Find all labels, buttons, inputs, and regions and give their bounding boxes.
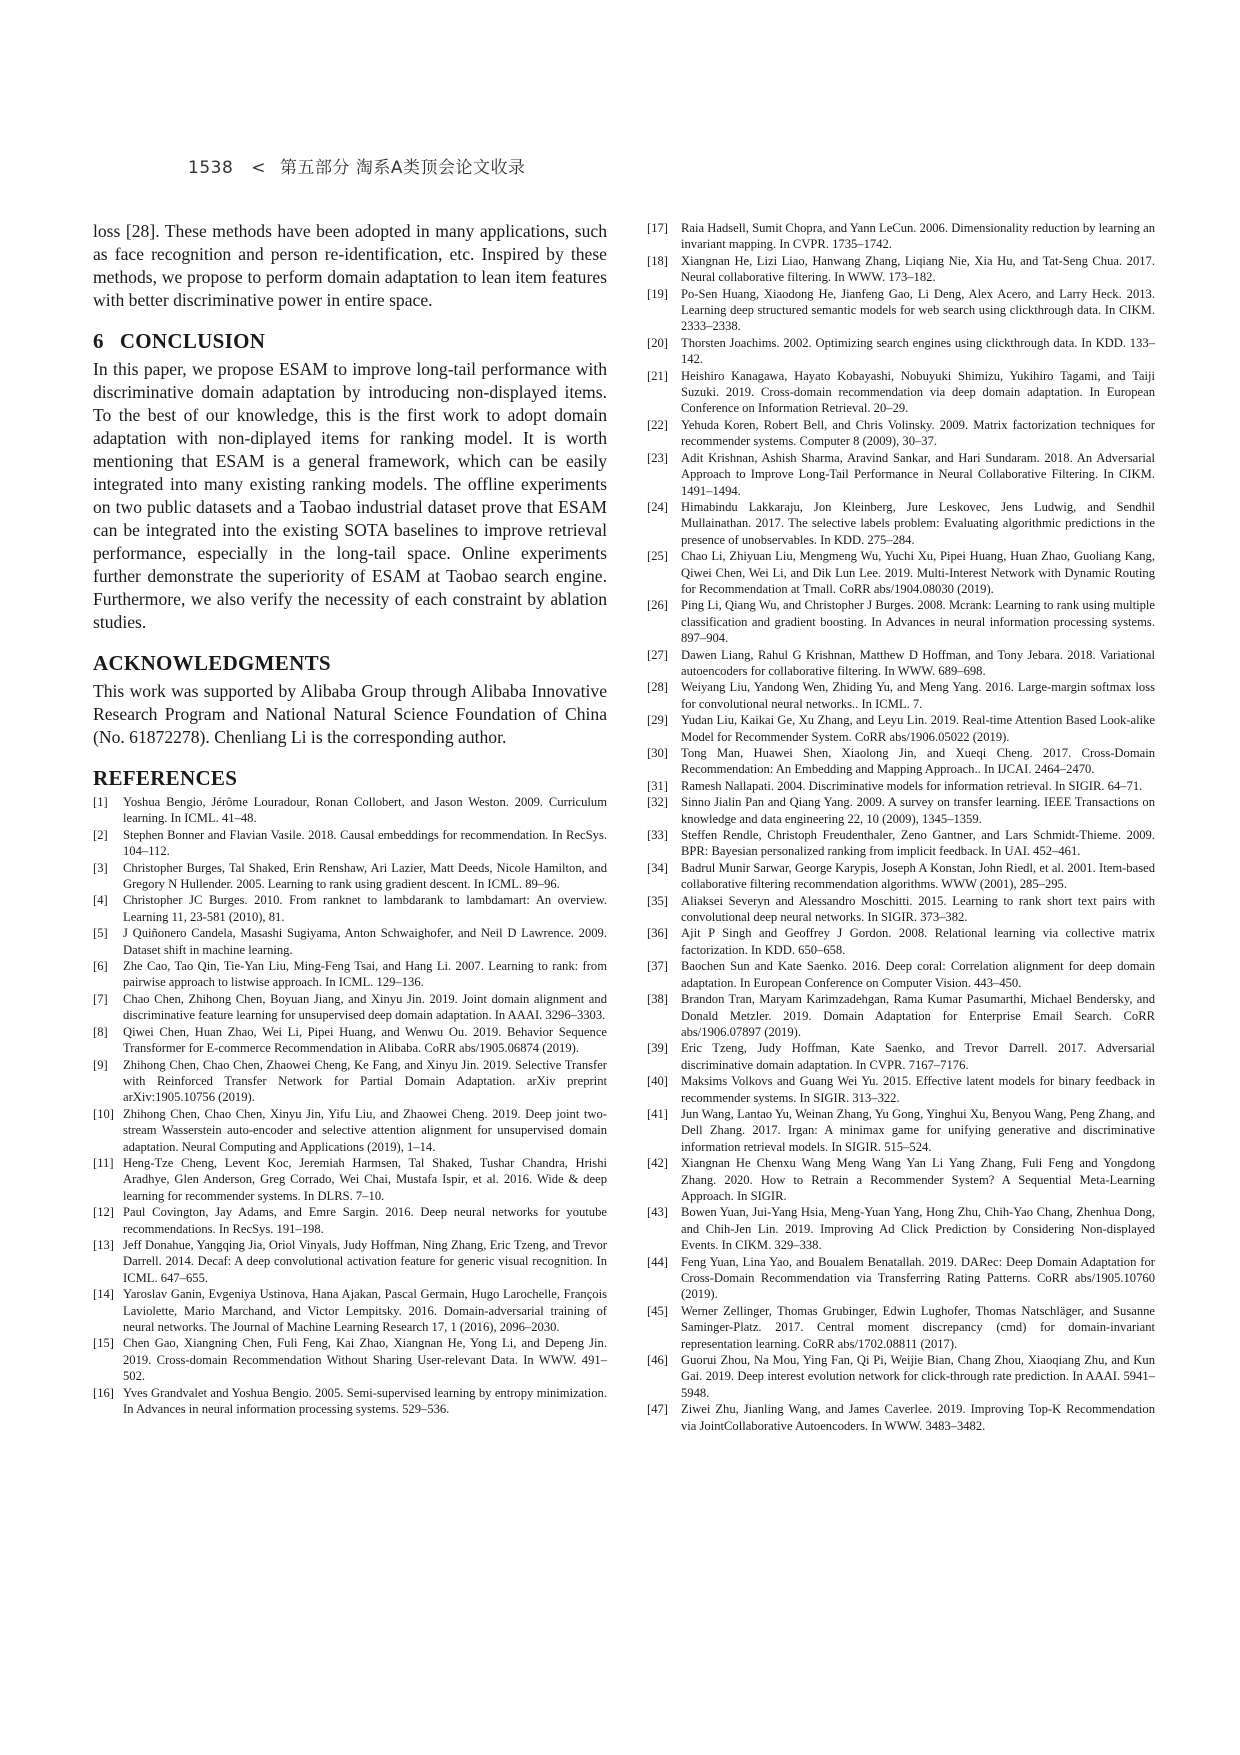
reference-item xyxy=(93,1057,607,1106)
reference-item xyxy=(93,925,607,958)
reference-text: Adit Krishnan, Ashish Sharma, Aravind Sankar, and Hari Sundaram. 2018. An Adversarial Approach to Improve Long-Tail Performance in Neural Collaborative Filtering. In CIKM. 1491–1494. xyxy=(681,450,1155,498)
reference-text: Werner Zellinger, Thomas Grubinger, Edwin Lughofer, Thomas Natschläger, and Susanne Saminger-Platz. 2017. Central moment discrepancy (cmd) for domain-invariant representation learning. CoRR abs/1702.08811 (2017). xyxy=(681,1303,1155,1351)
reference-text: Chao Chen, Zhihong Chen, Boyuan Jiang, and Xinyu Jin. 2019. Joint domain alignment and discriminative feature learning for unsupervised deep domain adaptation. In AAAI. 3296–3303. xyxy=(123,991,607,1023)
reference-number: [25] xyxy=(647,549,668,564)
reference-item xyxy=(647,893,1155,926)
reference-item xyxy=(93,1237,607,1286)
acknowledgments-paragraph: This work was supported by Alibaba Group through Alibaba Innovative Research Program and National Natural Science Foundation of China (No. 61872278). Chenliang Li is the corresponding author. xyxy=(93,681,607,747)
reference-text: Yehuda Koren, Robert Bell, and Chris Volinsky. 2009. Matrix factorization techniques for recommender systems. Computer 8 (2009), 30–37. xyxy=(681,417,1155,449)
reference-text: Weiyang Liu, Yandong Wen, Zhiding Yu, and Meng Yang. 2016. Large-margin softmax loss for convolutional neural networks.. In ICML. 7. xyxy=(681,680,1155,711)
reference-text: Maksims Volkovs and Guang Wei Yu. 2015. Effective latent models for binary feedback in recommender systems. In SIGIR. 313–322. xyxy=(681,1074,1155,1105)
reference-text: Ziwei Zhu, Jianling Wang, and James Caverlee. 2019. Improving Top-K Recommendation via JointCollaborative Autoencoders. In WWW. 3483–3482. xyxy=(681,1402,1155,1433)
reference-item xyxy=(93,1024,607,1057)
reference-number: [34] xyxy=(647,860,668,875)
references-heading: REFERENCES xyxy=(93,766,238,790)
reference-number: [10] xyxy=(93,1106,114,1121)
reference-item xyxy=(93,1106,607,1155)
reference-number: [46] xyxy=(647,1353,668,1368)
reference-number: [33] xyxy=(647,828,668,843)
reference-text: Bowen Yuan, Jui-Yang Hsia, Meng-Yuan Yang, Hong Zhu, Chih-Yao Chang, Zhenhua Dong, and Chih-Jen Lin. 2019. Improving Ad Click Prediction by Considering Non-displayed Events. In CIKM. 329–338. xyxy=(681,1205,1155,1253)
reference-number: [19] xyxy=(647,286,668,301)
reference-item xyxy=(647,679,1155,712)
reference-item xyxy=(93,1204,607,1237)
reference-text: Jeff Donahue, Yangqing Jia, Oriol Vinyals, Judy Hoffman, Ning Zhang, Eric Tzeng, and Trevor Darrell. 2014. Decaf: A deep convolutional activation feature for generic visual recognition. In ICML. 647–655. xyxy=(123,1237,607,1285)
reference-text: Zhihong Chen, Chao Chen, Zhaowei Cheng, Ke Fang, and Xinyu Jin. 2019. Selective Transfer with Reinforced Transfer Network for Partial Domain Adaptation. arXiv preprint arXiv:1905.10756 (2019). xyxy=(123,1057,607,1105)
acknowledgments-heading: ACKNOWLEDGMENTS xyxy=(93,651,331,675)
reference-item xyxy=(647,548,1155,597)
reference-text: Christopher JC Burges. 2010. From ranknet to lambdarank to lambdamart: An overview. Learning 11, 23-581 (2010), 81. xyxy=(123,893,607,924)
reference-text: J Quiñonero Candela, Masashi Sugiyama, Anton Schwaighofer, and Neil D Lawrence. 2009. Dataset shift in machine learning. xyxy=(123,926,607,957)
reference-item xyxy=(93,991,607,1024)
reference-number: [7] xyxy=(93,991,108,1006)
header-section-title: 第五部分 淘系A类顶会论文收录 xyxy=(280,158,526,178)
reference-text: Chao Li, Zhiyuan Liu, Mengmeng Wu, Yuchi Xu, Pipei Huang, Huan Zhao, Guoliang Kang, Qiwei Chen, Wei Li, and Dik Lun Lee. 2019. Multi-Interest Network with Dynamic Routing for Recommendation at Tmall. CoRR abs/1904.08030 (2019). xyxy=(681,549,1155,596)
reference-text: Xiangnan He Chenxu Wang Meng Wang Yan Li Yang Zhang, Fuli Feng and Yongdong Zhang. 2020. How to Retrain a Recommender System? A Sequential Meta-Learning Approach. In SIGIR. xyxy=(681,1156,1155,1203)
conclusion-number: 6 xyxy=(93,329,104,353)
reference-number: [45] xyxy=(647,1303,668,1318)
reference-item xyxy=(647,1352,1155,1401)
reference-text: Jun Wang, Lantao Yu, Weinan Zhang, Yu Gong, Yinghui Xu, Benyou Wang, Peng Zhang, and Dell Zhang. 2017. Irgan: A minimax game for unifying generative and discriminative information retrieval models. In SIGIR. 515–524. xyxy=(681,1106,1155,1154)
reference-item xyxy=(647,1254,1155,1303)
reference-text: Eric Tzeng, Judy Hoffman, Kate Saenko, and Trevor Darrell. 2017. Adversarial discriminative domain adaptation. In CVPR. 7167–7176. xyxy=(681,1041,1155,1072)
reference-item xyxy=(93,1155,607,1204)
reference-text: Dawen Liang, Rahul G Krishnan, Matthew D Hoffman, and Tony Jebara. 2018. Variational autoencoders for collaborative filtering. In WWW. 689–698. xyxy=(681,647,1155,678)
reference-text: Yudan Liu, Kaikai Ge, Xu Zhang, and Leyu Lin. 2019. Real-time Attention Based Look-alike Model for Recommender System. CoRR abs/1906.05022 (2019). xyxy=(681,713,1155,744)
reference-number: [4] xyxy=(93,893,108,908)
reference-number: [12] xyxy=(93,1205,114,1220)
reference-text: Heishiro Kanagawa, Hayato Kobayashi, Nobuyuki Shimizu, Yukihiro Tagami, and Taiji Suzuki. 2019. Cross-domain recommendation via deep domain adaptation. In European Conference on Information Retrieval. 20–29. xyxy=(681,368,1155,416)
reference-item xyxy=(647,1204,1155,1253)
reference-item xyxy=(647,1073,1155,1106)
reference-text: Badrul Munir Sarwar, George Karypis, Joseph A Konstan, John Riedl, et al. 2001. Item-based collaborative filtering recommendation algorithms. WWW (2001), 285–295. xyxy=(681,860,1155,892)
references-list-left xyxy=(93,794,607,1417)
reference-text: Tong Man, Huawei Shen, Xiaolong Jin, and Xueqi Cheng. 2017. Cross-Domain Recommendation: An Embedding and Mapping Approach.. In IJCAI. 2464–2470. xyxy=(681,746,1155,777)
reference-number: [13] xyxy=(93,1237,114,1252)
reference-text: Stephen Bonner and Flavian Vasile. 2018. Causal embeddings for recommendation. In RecSys. 104–112. xyxy=(123,827,607,859)
reference-number: [15] xyxy=(93,1336,114,1351)
reference-item xyxy=(647,794,1155,827)
left-column xyxy=(93,220,607,1417)
reference-number: [9] xyxy=(93,1057,108,1072)
conclusion-title: CONCLUSION xyxy=(119,329,266,353)
reference-item xyxy=(93,794,607,827)
reference-number: [43] xyxy=(647,1205,668,1220)
intro-paragraph: loss [28]. These methods have been adopted in many applications, such as face recognition and person re-identification, etc. Inspired by these methods, we propose to perform domain adaptation to lean item features with better discriminative power in entire space. xyxy=(93,221,607,310)
header-separator: < xyxy=(251,158,267,178)
reference-number: [22] xyxy=(647,417,668,432)
reference-item xyxy=(647,991,1155,1040)
reference-number: [17] xyxy=(647,221,668,235)
reference-text: Steffen Rendle, Christoph Freudenthaler, Zeno Gantner, and Lars Schmidt-Thieme. 2009. BPR: Bayesian personalized ranking from implicit feedback. In UAI. 452–461. xyxy=(681,828,1155,859)
reference-item xyxy=(647,450,1155,499)
reference-item xyxy=(647,958,1155,991)
reference-number: [28] xyxy=(647,680,668,695)
reference-number: [32] xyxy=(647,795,668,810)
reference-text: Xiangnan He, Lizi Liao, Hanwang Zhang, Liqiang Nie, Xia Hu, and Tat-Seng Chua. 2017. Neural collaborative filtering. In WWW. 173–182. xyxy=(681,253,1155,285)
reference-number: [30] xyxy=(647,746,668,760)
reference-item xyxy=(647,1155,1155,1204)
reference-number: [11] xyxy=(93,1155,114,1170)
conclusion-heading xyxy=(93,329,607,354)
reference-text: Christopher Burges, Tal Shaked, Erin Renshaw, Ari Lazier, Matt Deeds, Nicole Hamilton, and Gregory N Hullender. 2005. Learning to rank using gradient descent. In ICML. 89–96. xyxy=(123,860,607,892)
reference-text: Himabindu Lakkaraju, Jon Kleinberg, Jure Leskovec, Jens Ludwig, and Sendhil Mullainathan. 2017. The selective labels problem: Evaluating algorithmic predictions in the presence of unobservables. In KDD. 275–284. xyxy=(681,499,1155,547)
reference-number: [3] xyxy=(93,860,108,875)
reference-number: [16] xyxy=(93,1385,114,1400)
reference-number: [5] xyxy=(93,926,108,941)
reference-number: [42] xyxy=(647,1156,668,1171)
conclusion-paragraph: In this paper, we propose ESAM to improve long-tail performance with discriminative domain adaptation by introducing non-displayed items. To the best of our knowledge, this is the first work to adopt domain adaptation with non-diplayed items for ranking model. It is worth mentioning that ESAM is a general framework, which can be easily integrated into many existing ranking models. The offline experiments on two public datasets and a Taobao industrial dataset prove that ESAM can be integrated into the existing SOTA baselines to improve retrieval performance, especially in the long-tail space. Online experiments further demonstrate the superiority of ESAM at Taobao search engine. Furthermore, we also verify the necessity of each constraint by ablation studies. xyxy=(93,359,607,632)
reference-text: Yves Grandvalet and Yoshua Bengio. 2005. Semi-supervised learning by entropy minimization. In Advances in neural information processing systems. 529–536. xyxy=(123,1385,607,1417)
reference-text: Zhihong Chen, Chao Chen, Xinyu Jin, Yifu Liu, and Zhaowei Cheng. 2019. Deep joint two-stream Wasserstein auto-encoder and selective attention alignment for unsupervised domain adaptation. Neural Computing and Applications (2019), 1–14. xyxy=(123,1106,607,1154)
reference-text: Guorui Zhou, Na Mou, Ying Fan, Qi Pi, Weijie Bian, Chang Zhou, Xiaoqiang Zhu, and Kun Gai. 2019. Deep interest evolution network for click-through rate prediction. In AAAI. 5941–5948. xyxy=(681,1353,1155,1400)
reference-item xyxy=(647,860,1155,893)
reference-number: [24] xyxy=(647,499,668,514)
reference-item xyxy=(647,1040,1155,1073)
reference-item xyxy=(647,1401,1155,1434)
reference-number: [36] xyxy=(647,926,668,941)
reference-item xyxy=(647,499,1155,548)
reference-item xyxy=(647,335,1155,368)
reference-text: Sinno Jialin Pan and Qiang Yang. 2009. A survey on transfer learning. IEEE Transactions on knowledge and data engineering 22, 10 (2009), 1345–1359. xyxy=(681,795,1155,826)
reference-text: Yaroslav Ganin, Evgeniya Ustinova, Hana Ajakan, Pascal Germain, Hugo Larochelle, François Laviolette, Mario Marchand, and Victor Lempitsky. 2016. Domain-adversarial training of neural networks. The Journal of Machine Learning Research 17, 1 (2016), 2096–2030. xyxy=(123,1287,607,1334)
reference-item xyxy=(647,745,1155,778)
reference-number: [38] xyxy=(647,992,668,1007)
reference-number: [18] xyxy=(647,253,668,268)
reference-item xyxy=(93,958,607,991)
reference-number: [41] xyxy=(647,1106,668,1121)
reference-text: Brandon Tran, Maryam Karimzadehgan, Rama Kumar Pasumarthi, Michael Bendersky, and Donald Metzler. 2019. Domain Adaptation for Enterprise Email Search. CoRR abs/1906.07897 (2019). xyxy=(681,992,1155,1039)
reference-item xyxy=(647,1303,1155,1352)
reference-text: Feng Yuan, Lina Yao, and Boualem Benatallah. 2019. DARec: Deep Domain Adaptation for Cross-Domain Recommendation via Transferring Rating Patterns. CoRR abs/1905.10760 (2019). xyxy=(681,1254,1155,1302)
running-header xyxy=(188,153,526,178)
reference-item xyxy=(647,827,1155,860)
reference-number: [20] xyxy=(647,335,668,350)
reference-number: [1] xyxy=(93,795,108,809)
reference-text: Heng-Tze Cheng, Levent Koc, Jeremiah Harmsen, Tal Shaked, Tushar Chandra, Hrishi Aradhye, Glen Anderson, Greg Corrado, Wei Chai, Mustafa Ispir, et al. 2016. Wide & deep learning for recommender systems. In DLRS. 7–10. xyxy=(123,1155,607,1203)
reference-item xyxy=(647,368,1155,417)
reference-number: [35] xyxy=(647,893,668,908)
reference-number: [29] xyxy=(647,713,668,728)
reference-number: [6] xyxy=(93,959,108,974)
reference-text: Yoshua Bengio, Jérôme Louradour, Ronan Collobert, and Jason Weston. 2009. Curriculum learning. In ICML. 41–48. xyxy=(123,795,607,826)
reference-item xyxy=(647,286,1155,335)
reference-item xyxy=(647,417,1155,450)
reference-number: [37] xyxy=(647,959,668,974)
reference-text: Po-Sen Huang, Xiaodong He, Jianfeng Gao, Li Deng, Alex Acero, and Larry Heck. 2013. Learning deep structured semantic models for web search using clickthrough data. In CIKM. 2333–2338. xyxy=(681,286,1155,334)
reference-text: Zhe Cao, Tao Qin, Tie-Yan Liu, Ming-Feng Tsai, and Hang Li. 2007. Learning to rank: from pairwise approach to listwise approach. In ICML. 129–136. xyxy=(123,959,607,990)
reference-item xyxy=(93,892,607,925)
reference-number: [8] xyxy=(93,1024,108,1039)
reference-number: [40] xyxy=(647,1074,668,1089)
reference-item xyxy=(647,647,1155,680)
reference-text: Raia Hadsell, Sumit Chopra, and Yann LeCun. 2006. Dimensionality reduction by learning an invariant mapping. In CVPR. 1735–1742. xyxy=(681,221,1155,252)
page-number: 1538 xyxy=(188,158,234,178)
reference-item xyxy=(647,778,1155,794)
reference-number: [2] xyxy=(93,827,108,842)
reference-text: Baochen Sun and Kate Saenko. 2016. Deep coral: Correlation alignment for deep domain adaptation. In European Conference on Computer Vision. 443–450. xyxy=(681,959,1155,990)
reference-item xyxy=(647,712,1155,745)
reference-text: Thorsten Joachims. 2002. Optimizing search engines using clickthrough data. In KDD. 133–142. xyxy=(681,335,1155,367)
reference-number: [14] xyxy=(93,1287,114,1302)
reference-text: Ajit P Singh and Geoffrey J Gordon. 2008. Relational learning via collective matrix factorization. In KDD. 650–658. xyxy=(681,926,1155,957)
references-list-right xyxy=(647,220,1155,1434)
reference-number: [27] xyxy=(647,647,668,662)
reference-item xyxy=(93,1286,607,1335)
reference-item xyxy=(647,597,1155,646)
reference-item xyxy=(93,860,607,893)
reference-number: [31] xyxy=(647,778,668,793)
reference-text: Aliaksei Severyn and Alessandro Moschitti. 2015. Learning to rank short text pairs with convolutional deep neural networks. In SIGIR. 373–382. xyxy=(681,893,1155,925)
reference-item xyxy=(647,253,1155,286)
reference-item xyxy=(93,1385,607,1418)
reference-item xyxy=(647,1106,1155,1155)
reference-text: Ping Li, Qiang Wu, and Christopher J Burges. 2008. Mcrank: Learning to rank using multiple classification and gradient boosting. In Advances in neural information processing systems. 897–904. xyxy=(681,598,1155,646)
reference-number: [44] xyxy=(647,1254,668,1269)
reference-item xyxy=(647,220,1155,253)
reference-item xyxy=(93,1335,607,1384)
reference-text: Paul Covington, Jay Adams, and Emre Sargin. 2016. Deep neural networks for youtube recommendations. In RecSys. 191–198. xyxy=(123,1205,607,1236)
reference-item xyxy=(93,827,607,860)
reference-number: [26] xyxy=(647,598,668,613)
reference-item xyxy=(647,925,1155,958)
reference-number: [21] xyxy=(647,368,668,383)
reference-number: [47] xyxy=(647,1402,668,1417)
reference-text: Ramesh Nallapati. 2004. Discriminative models for information retrieval. In SIGIR. 64–71. xyxy=(681,778,1143,793)
reference-number: [39] xyxy=(647,1041,668,1056)
reference-text: Qiwei Chen, Huan Zhao, Wei Li, Pipei Huang, and Wenwu Ou. 2019. Behavior Sequence Transformer for E-commerce Recommendation in Alibaba. CoRR abs/1905.06874 (2019). xyxy=(123,1024,607,1056)
right-column xyxy=(647,220,1155,1434)
reference-number: [23] xyxy=(647,450,668,465)
reference-text: Chen Gao, Xiangning Chen, Fuli Feng, Kai Zhao, Xiangnan He, Yong Li, and Depeng Jin. 2019. Cross-domain Recommendation Without Sharing User-relevant Data. In WWW. 491–502. xyxy=(123,1336,607,1384)
